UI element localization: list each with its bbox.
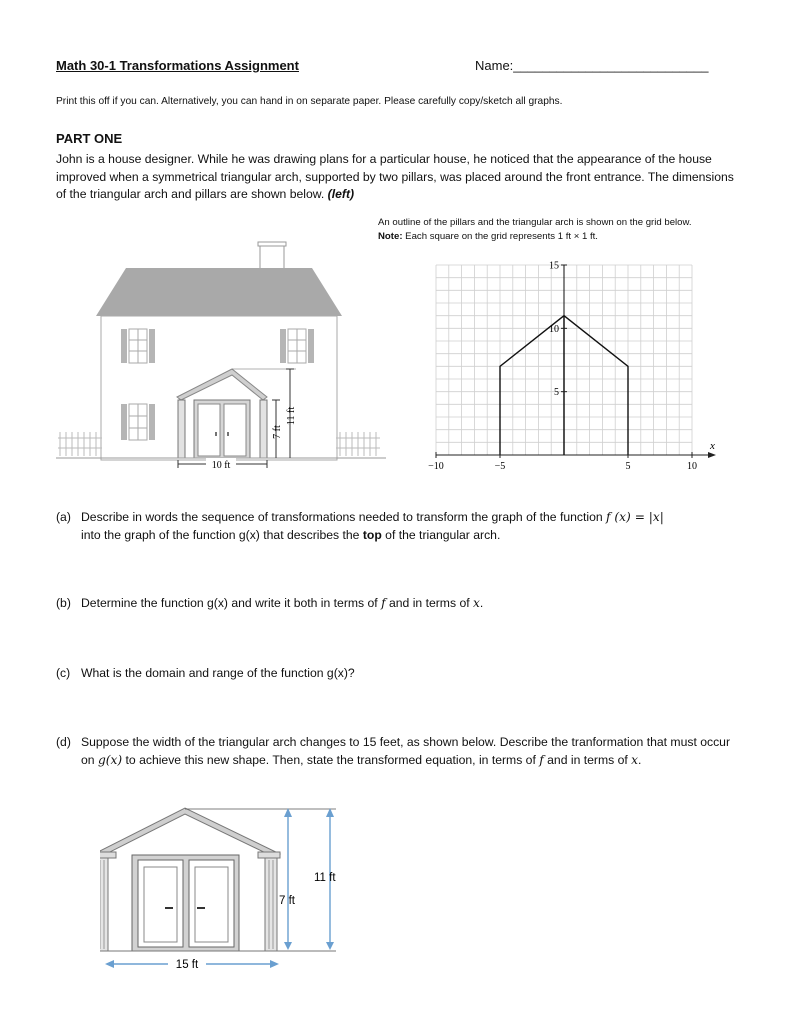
question-d-text-4: .	[638, 752, 642, 767]
print-instructions: Print this off if you can. Alternatively, you can hand in on separate paper. Please carefully copy/sketch all graphs.	[56, 96, 563, 107]
lower-left-window	[121, 404, 155, 440]
axes	[436, 265, 716, 458]
wide-right-pillar	[265, 858, 277, 951]
question-b-text-3: .	[479, 596, 484, 610]
y-tick-label: 15	[549, 260, 559, 272]
arch-coordinate-grid	[400, 255, 740, 480]
question-a-text-2: into the graph of the function g(x) that describes the	[81, 527, 363, 542]
arch-11ft-label: 11 ft	[286, 406, 297, 426]
question-d-text-3: and in terms of	[543, 752, 632, 767]
left-pillar	[178, 400, 185, 458]
question-b-label: (b)	[56, 596, 71, 610]
question-d-text: Suppose the width of the triangular arch changes to 15 feet, as shown below. Describe the tranformation that must occur on	[81, 735, 731, 767]
right-fence	[336, 432, 380, 456]
wide-arch-illustration	[100, 803, 360, 978]
upper-left-window	[121, 329, 155, 363]
intro-tail: (left)	[327, 187, 355, 201]
roof	[96, 268, 342, 316]
wide-arch-7ft-label: 7 ft	[279, 895, 295, 907]
question-b-text: Determine the function g(x) and write it both in terms of	[81, 596, 382, 610]
function-f-expression: f (x) = |x|	[606, 510, 664, 524]
question-d-f: f	[539, 752, 544, 767]
y-tick-label: 10	[549, 323, 559, 335]
left-fence	[58, 432, 102, 456]
x-axis-arrow	[708, 452, 716, 458]
question-b-text-2: and in terms of	[385, 596, 473, 610]
question-d-label: (d)	[56, 735, 71, 749]
question-d-text-2: to achieve this new shape. Then, state the transformed equation, in terms of	[122, 752, 540, 767]
wide-arch-11ft-label: 11 ft	[314, 872, 336, 884]
question-a-text-3: of the triangular arch.	[381, 527, 501, 542]
right-pillar	[260, 400, 267, 458]
question-a	[56, 509, 746, 544]
x-tick-label: 10	[687, 461, 697, 472]
x-tick-label: 5	[625, 461, 631, 472]
assignment-title: Math 30-1 Transformations Assignment	[56, 58, 299, 73]
question-a-text: Describe in words the sequence of transformations needed to transform the graph of the function	[81, 510, 607, 524]
question-d-x: x	[631, 752, 639, 767]
part-one-intro	[56, 151, 746, 204]
question-c-label: (c)	[56, 666, 71, 680]
upper-right-window	[280, 329, 314, 363]
grid-caption	[378, 216, 692, 244]
question-d	[56, 734, 746, 769]
wide-triangular-arch	[100, 808, 280, 857]
grid-caption-note-label: Note:	[378, 231, 403, 242]
question-a-bold: top	[362, 527, 382, 542]
y-tick-label: 5	[554, 387, 559, 399]
grid-caption-line1: An outline of the pillars and the triangular arch is shown on the grid below.	[378, 217, 692, 228]
question-b	[56, 595, 746, 613]
grid-caption-note: Each square on the grid represents 1 ft × 1 ft.	[402, 231, 598, 242]
wide-arch-width-label: 15 ft	[175, 959, 199, 971]
x-tick-label: −10	[428, 461, 444, 472]
x-tick-label: −5	[494, 461, 506, 472]
question-c-text: What is the domain and range of the function g(x)?	[81, 666, 355, 680]
house-illustration	[56, 236, 386, 476]
series-layer	[500, 316, 628, 455]
intro-text: John is a house designer. While he was drawing plans for a particular house, he noticed that the appearance of the house improved when a symmetrical triangular arch, supported by two pillars, was placed around the front entrance. The dimensions of the triangular arch and pillars are shown below.	[56, 152, 734, 201]
x-axis-label: x	[710, 440, 715, 452]
name-field-label: Name:___________________________	[475, 58, 709, 73]
question-c	[56, 665, 746, 683]
question-b-x: x	[473, 596, 480, 610]
question-d-gx: g(x)	[97, 752, 123, 767]
arch-width-label: 10 ft	[211, 460, 231, 471]
question-b-f: f	[381, 596, 386, 610]
question-a-label: (a)	[56, 510, 71, 524]
arch-7ft-label: 7 ft	[272, 425, 283, 439]
part-one-heading: PART ONE	[56, 131, 123, 146]
